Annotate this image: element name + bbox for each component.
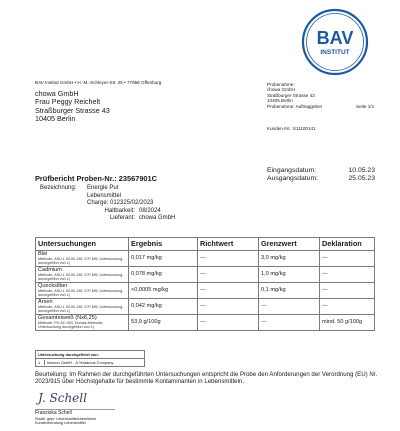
sample-line: Probenahme: Auftraggeber (267, 103, 323, 109)
header-limit-value: Grenzwert (259, 238, 320, 251)
analyte-name: Cadmium (38, 267, 62, 273)
supplier-value: chowa GmbH (139, 215, 176, 222)
header-declaration: Deklaration (320, 238, 375, 251)
logo-top-text: BAV (316, 28, 354, 48)
header-analyses: Untersuchungen (36, 238, 129, 251)
performed-by-row (36, 359, 144, 366)
lab-number: 1 (38, 360, 45, 365)
declaration-value: mind. 50 g/100g (320, 315, 375, 331)
recipient-street: Straßburger Strasse 43 (35, 105, 110, 115)
limit-value: --- (259, 299, 320, 315)
sample-line: chowa GmbH (267, 87, 295, 93)
analyte-name: Gesamteiweiß (Nx6,25) (38, 315, 97, 321)
logo-bottom-text: INSTITUT (320, 49, 350, 56)
signer-title: Staatl. gepr. Lebensmittelchemikerin (35, 416, 97, 421)
analyte-method: Methode: ASU L 00.00-135, ICP-MS; Untersuchung durchgeführt von 1) (38, 289, 123, 298)
analyte-method: Methode: ASU L 00.00-135, ICP-MS; Untersuchung durchgeführt von 1) (38, 273, 123, 282)
analyte-method: Methode: PV-AC-003, Dumas-Methode; Untersuchung durchgeführt von 1) (38, 321, 104, 330)
recipient-company: chowa GmbH (35, 89, 79, 98)
supplier-label: Lieferant: (109, 215, 135, 222)
result-value: 0,078 mg/kg (129, 267, 198, 283)
result-value: 0,042 mg/kg (129, 299, 198, 315)
result-value: 0,017 mg/kg (129, 251, 198, 267)
guide-value: --- (198, 299, 259, 315)
guide-value: --- (198, 283, 259, 299)
signer-department: Kundenberatung Lebensmittel (35, 421, 86, 425)
table-row (36, 315, 375, 331)
dates-block (267, 167, 375, 183)
designation-value: Energie Pur (87, 185, 119, 191)
declaration-value: --- (320, 251, 375, 267)
shelf-life-label: Haltbarkeit: (104, 207, 135, 214)
declaration-value: --- (320, 267, 375, 283)
report-title: Prüfbericht Proben-Nr.: 23567901C (35, 174, 157, 183)
issued-date: 25.05.23 (348, 175, 375, 183)
limit-value: --- (259, 315, 320, 331)
received-date: 10.05.23 (348, 167, 375, 174)
analyte-method: Methode: ASU L 00.00-135, ICP-MS; Untersuchung durchgeführt von 1) (38, 257, 123, 266)
table-row (36, 283, 375, 299)
table-header-row (36, 238, 375, 251)
signer-block (35, 411, 96, 425)
declaration-value: --- (320, 299, 375, 315)
sample-line: Straßburger Strasse 43 (267, 92, 315, 98)
table-row (36, 267, 375, 283)
lab-name: Intavon GmbH - A Tentamus Company (47, 360, 114, 365)
page-number: Seite 1/1 (356, 104, 375, 109)
header-result: Ergebnis (129, 238, 198, 251)
limit-value: 0,1 mg/kg (259, 283, 320, 299)
signer-name: Franziska Schell (35, 410, 72, 416)
analyte-name: Arsen (38, 299, 53, 305)
results-table (35, 237, 375, 331)
limit-value: 1,0 mg/kg (259, 267, 320, 283)
result-value: 53,9 g/100g (129, 315, 198, 331)
limit-value: 3,0 mg/kg (259, 251, 320, 267)
guide-value: --- (198, 251, 259, 267)
guide-value: --- (198, 315, 259, 331)
analyte-method: Methode: ASU L 00.00-135, ICP-MS; Untersuchung durchgeführt von 1) (38, 305, 123, 314)
sample-line: 10405 Berlin (267, 98, 293, 104)
designation-value-2: Lebensmittel (87, 192, 122, 199)
signature: J. Schell (38, 391, 87, 405)
table-row (36, 299, 375, 315)
performed-by-header: Untersuchung durchgeführt von: (36, 351, 144, 359)
shelf-life-value: 08/2024 (139, 207, 161, 214)
batch: Charge: 012325/02/2023 (87, 200, 154, 207)
designation-label: Bezeichnung: (40, 185, 77, 191)
header-guide-value: Richtwert (198, 238, 259, 251)
received-label: Eingangsdatum: (267, 167, 317, 174)
result-value: <0,0005 mg/kg (129, 283, 198, 299)
analyte-name: Blei (38, 251, 48, 257)
assessment-text: Beurteilung: Im Rahmen der durchgeführten Untersuchungen entspricht die Probe den Anforderungen der Verordnung (EU) Nr. 2023/915 über Höchstgehalte für bestimmte Kontaminanten in Lebensmitteln. (35, 371, 378, 386)
customer-number: Kunden-Nr.: S11100141 (267, 126, 316, 131)
analyte-name: Quecksilber (38, 283, 68, 289)
report-details (40, 185, 175, 223)
sender-line: BAV Institut GmbH • H.-M.-Schleyer-Str. 25 • 77656 Offenburg (35, 80, 162, 85)
recipient-address (35, 90, 110, 124)
sample-label: Probenahme: (267, 82, 295, 87)
bav-institut-logo (301, 8, 369, 76)
sample-info (267, 82, 322, 109)
issued-label: Ausgangsdatum: (267, 175, 319, 183)
table-row (36, 251, 375, 267)
performed-by-box (35, 350, 145, 367)
declaration-value: --- (320, 283, 375, 299)
guide-value: --- (198, 267, 259, 283)
recipient-city: 10405 Berlin (35, 114, 76, 124)
recipient-person: Frau Peggy Reichelt (35, 97, 101, 107)
